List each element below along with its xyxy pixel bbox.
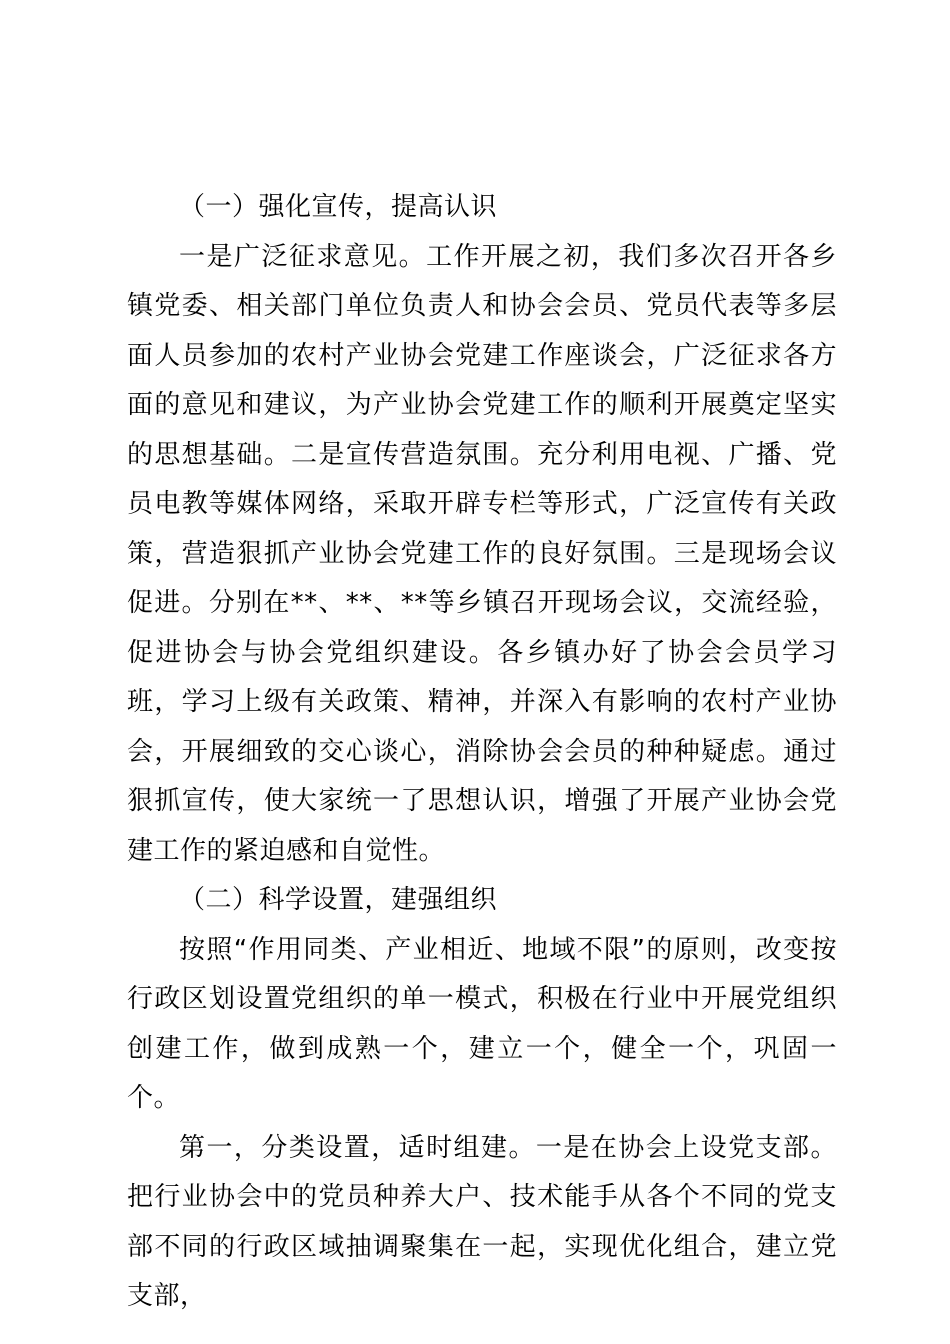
section-heading-1: （一）强化宣传，提高认识 — [179, 192, 498, 222]
section-heading-2: （二）科学设置，建强组织 — [179, 885, 498, 915]
document-body — [127, 183, 837, 1322]
body-paragraph-3: 第一，分类设置，适时组建。一是在协会上设党支部。把行业协会中的党员种养大户、技术能手从各个不同的党支部不同的行政区域抽调聚集在一起，实现优化组合，建立党支部， — [127, 1132, 837, 1311]
body-paragraph-1: 一是广泛征求意见。工作开展之初，我们多次召开各乡镇党委、相关部门单位负责人和协会会员、党员代表等多层面人员参加的农村产业协会党建工作座谈会，广泛征求各方面的意见和建议，为产业协会党建工作的顺利开展奠定坚实的思想基础。二是宣传营造氛围。充分利用电视、广播、党员电教等媒体网络，采取开辟专栏等形式，广泛宣传有关政策，营造狠抓产业协会党建工作的良好氛围。三是现场会议促进。分别在**、**、**等乡镇召开现场会议，交流经验，促进协会与协会党组织建设。各乡镇办好了协会会员学习班，学习上级有关政策、精神，并深入有影响的农村产业协会，开展细致的交心谈心，消除协会会员的种种疑虑。通过狠抓宣传，使大家统一了思想认识，增强了开展产业协会党建工作的紧迫感和自觉性。 — [127, 241, 837, 866]
body-paragraph-2: 按照“作用同类、产业相近、地域不限”的原则，改变按行政区划设置党组织的单一模式，积极在行业中开展党组织创建工作，做到成熟一个，建立一个，健全一个，巩固一个。 — [127, 934, 837, 1113]
